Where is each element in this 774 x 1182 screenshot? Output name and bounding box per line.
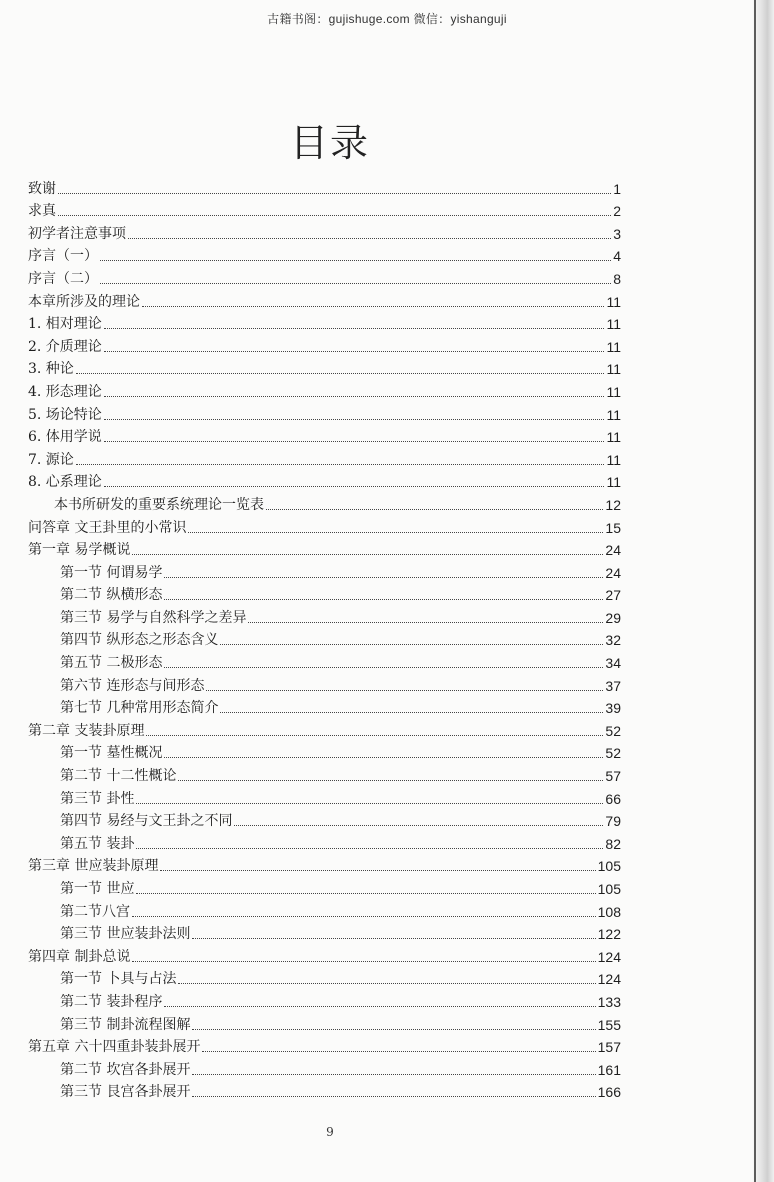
toc-entry-title: 序言（一） [28, 248, 98, 265]
page-edge-line [754, 0, 756, 1182]
toc-entry [28, 537, 621, 560]
toc-leader-dots [202, 1051, 595, 1052]
toc-entry-page: 37 [605, 677, 621, 694]
toc-entry-page: 2 [613, 203, 621, 220]
toc-entry-title: 第六节 连形态与间形态 [60, 677, 205, 694]
toc-leader-dots [178, 983, 595, 984]
toc-entry [28, 875, 621, 898]
toc-entry [28, 649, 621, 672]
toc-leader-dots [146, 735, 603, 736]
toc-entry [28, 717, 621, 740]
toc-entry [28, 785, 621, 808]
toc-leader-dots [136, 803, 603, 804]
toc-entry [28, 175, 621, 198]
toc-entry-page: 11 [606, 406, 621, 423]
toc-leader-dots [178, 780, 603, 781]
toc-entry-page: 3 [613, 225, 621, 242]
toc-entry-title: 第二章 支装卦原理 [28, 722, 145, 739]
toc-entry-title: 第一节 何谓易学 [60, 564, 163, 581]
toc-entry-page: 12 [605, 496, 621, 513]
toc-entry-title: 第五节 装卦 [60, 835, 135, 852]
toc-entry-title: 1. 相对理论 [28, 316, 102, 333]
toc-entry [28, 830, 621, 853]
toc-entry-title: 第五节 二极形态 [60, 655, 163, 672]
toc-leader-dots [104, 419, 605, 420]
toc-entry-page: 11 [606, 451, 621, 468]
toc-entry [28, 198, 621, 221]
page-title: 目录 [289, 121, 370, 165]
toc-entry-title: 4. 形态理论 [28, 383, 102, 400]
toc-entry-page: 82 [605, 835, 621, 852]
toc-entry-title: 第七节 几种常用形态简介 [60, 700, 219, 717]
toc-entry-page: 24 [605, 564, 621, 581]
toc-entry-page: 11 [606, 383, 621, 400]
toc-entry-title: 第一节 卜具与占法 [60, 971, 177, 988]
toc-entry-page: 108 [597, 903, 621, 920]
toc-entry-page: 11 [606, 474, 621, 491]
toc-entry-title: 第一节 世应 [60, 881, 135, 897]
toc-entry-title: 第四节 易经与文王卦之不同 [60, 813, 233, 830]
toc-entry [28, 988, 621, 1011]
toc-entry-page: 155 [597, 1016, 621, 1033]
toc-entry [28, 762, 621, 785]
toc-entry-title: 第三节 世应装卦法则 [60, 926, 191, 943]
toc-leader-dots [132, 961, 595, 962]
toc-leader-dots [76, 464, 605, 465]
toc-entry [28, 604, 621, 627]
toc-entry-page: 39 [605, 700, 621, 717]
toc-entry-page: 27 [605, 587, 621, 604]
toc-leader-dots [164, 577, 603, 578]
toc-entry-title: 第三节 易学与自然科学之差异 [60, 609, 247, 626]
toc-entry-page: 15 [605, 519, 621, 536]
toc-entry [28, 491, 621, 514]
toc-leader-dots [206, 690, 603, 691]
toc-leader-dots [132, 554, 603, 555]
toc-entry-page: 24 [605, 542, 621, 559]
toc-entry-page: 34 [605, 655, 621, 672]
toc-leader-dots [220, 644, 603, 645]
toc-leader-dots [248, 622, 603, 623]
toc-leader-dots [192, 1029, 595, 1030]
toc-entry [28, 695, 621, 718]
toc-entry-page: 29 [605, 609, 621, 626]
table-of-contents [28, 175, 621, 1101]
toc-entry [28, 1011, 621, 1034]
toc-entry [28, 514, 621, 537]
toc-entry [28, 1079, 621, 1102]
toc-leader-dots [76, 373, 605, 374]
toc-entry [28, 1034, 621, 1057]
toc-entry [28, 582, 621, 605]
toc-leader-dots [220, 712, 603, 713]
toc-leader-dots [234, 825, 603, 826]
toc-entry-page: 11 [606, 338, 621, 355]
toc-entry [28, 808, 621, 831]
toc-entry-page: 11 [606, 293, 621, 310]
toc-entry-title: 本书所研发的重要系统理论一览表 [54, 496, 264, 513]
toc-entry-page: 122 [597, 926, 621, 943]
toc-entry-page: 1 [613, 180, 621, 197]
toc-entry-title: 第三节 艮宫各卦展开 [60, 1084, 191, 1101]
toc-entry [28, 424, 621, 447]
toc-entry-title: 第四章 制卦总说 [28, 948, 131, 965]
toc-leader-dots [104, 351, 605, 352]
toc-leader-dots [100, 283, 611, 284]
toc-leader-dots [132, 916, 596, 917]
toc-entry-page: 57 [605, 768, 621, 785]
toc-entry-title: 第二节 十二性概论 [60, 768, 177, 785]
toc-entry [28, 356, 621, 379]
toc-leader-dots [128, 238, 611, 239]
toc-leader-dots [136, 848, 603, 849]
toc-leader-dots [164, 667, 603, 668]
toc-leader-dots [164, 599, 603, 600]
toc-leader-dots [160, 870, 595, 871]
toc-entry-page: 105 [597, 858, 621, 875]
toc-entry-title: 初学者注意事项 [28, 225, 126, 242]
toc-entry [28, 333, 621, 356]
toc-entry-title: 序言（二） [28, 270, 98, 287]
toc-entry-title: 第三节 卦性 [60, 790, 135, 807]
toc-entry [28, 243, 621, 266]
toc-leader-dots [104, 328, 605, 329]
toc-entry-page: 52 [605, 745, 621, 762]
toc-entry-page: 161 [597, 1061, 621, 1078]
toc-entry-page: 32 [605, 632, 621, 649]
toc-leader-dots [136, 893, 595, 894]
toc-entry [28, 559, 621, 582]
toc-entry-title: 5. 场论特论 [28, 406, 102, 423]
toc-entry [28, 446, 621, 469]
toc-entry [28, 469, 621, 492]
toc-entry [28, 921, 621, 944]
toc-entry [28, 311, 621, 334]
toc-entry-title: 第三节 制卦流程图解 [60, 1016, 191, 1033]
toc-entry [28, 378, 621, 401]
toc-entry [28, 672, 621, 695]
toc-entry-page: 157 [597, 1039, 621, 1056]
toc-entry [28, 853, 621, 876]
toc-entry-title: 8. 心系理论 [28, 474, 102, 491]
toc-entry-title: 致谢 [28, 180, 56, 197]
toc-entry-page: 105 [597, 881, 621, 897]
toc-entry-page: 11 [606, 429, 621, 446]
toc-entry [28, 1056, 621, 1079]
toc-entry-title: 第四节 纵形态之形态含义 [60, 632, 219, 649]
toc-entry [28, 288, 621, 311]
toc-entry-title: 第一节 墓性概况 [60, 745, 163, 762]
toc-leader-dots [164, 757, 603, 758]
toc-entry-title: 第二节 纵横形态 [60, 587, 163, 604]
toc-entry-page: 8 [613, 270, 621, 287]
toc-entry [28, 627, 621, 650]
page-number: 9 [326, 1125, 334, 1139]
toc-entry-page: 79 [605, 813, 621, 830]
toc-entry-title: 问答章 文王卦里的小常识 [28, 519, 187, 536]
toc-entry [28, 943, 621, 966]
toc-entry-page: 11 [606, 316, 621, 333]
toc-leader-dots [188, 532, 603, 533]
toc-entry-title: 第二节八宫 [60, 903, 130, 920]
toc-entry [28, 220, 621, 243]
toc-entry [28, 966, 621, 989]
toc-leader-dots [104, 486, 605, 487]
toc-entry-title: 本章所涉及的理论 [28, 293, 140, 310]
toc-entry-page: 11 [606, 361, 621, 378]
toc-entry-title: 第一章 易学概说 [28, 542, 131, 559]
toc-entry-title: 2. 介质理论 [28, 338, 102, 355]
toc-entry [28, 265, 621, 288]
toc-entry-title: 第五章 六十四重卦装卦展开 [28, 1039, 201, 1056]
toc-entry-title: 第三章 世应装卦原理 [28, 858, 159, 875]
toc-entry-title: 第二节 坎宫各卦展开 [60, 1061, 191, 1078]
toc-entry-page: 66 [605, 790, 621, 807]
toc-leader-dots [58, 215, 611, 216]
toc-entry [28, 898, 621, 921]
toc-entry-title: 7. 源论 [28, 451, 74, 468]
toc-entry-page: 124 [597, 948, 621, 965]
toc-leader-dots [164, 1006, 595, 1007]
toc-leader-dots [266, 509, 603, 510]
toc-entry-page: 124 [597, 971, 621, 988]
toc-leader-dots [192, 938, 595, 939]
toc-leader-dots [104, 441, 605, 442]
toc-entry-title: 6. 体用学说 [28, 429, 102, 446]
toc-entry [28, 401, 621, 424]
toc-leader-dots [104, 396, 605, 397]
toc-leader-dots [192, 1074, 595, 1075]
toc-entry-page: 166 [597, 1084, 621, 1101]
toc-entry [28, 740, 621, 763]
toc-leader-dots [58, 193, 611, 194]
toc-entry-page: 52 [605, 722, 621, 739]
toc-entry-title: 3. 种论 [28, 361, 74, 378]
toc-entry-title: 求真 [28, 203, 56, 220]
toc-leader-dots [142, 306, 604, 307]
toc-entry-title: 第二节 装卦程序 [60, 993, 163, 1010]
toc-leader-dots [192, 1096, 595, 1097]
toc-entry-page: 133 [597, 993, 621, 1010]
toc-entry-page: 4 [613, 248, 621, 265]
toc-leader-dots [100, 260, 611, 261]
watermark: 古籍书阁：gujishuge.com 微信：yishanguji [267, 12, 507, 26]
